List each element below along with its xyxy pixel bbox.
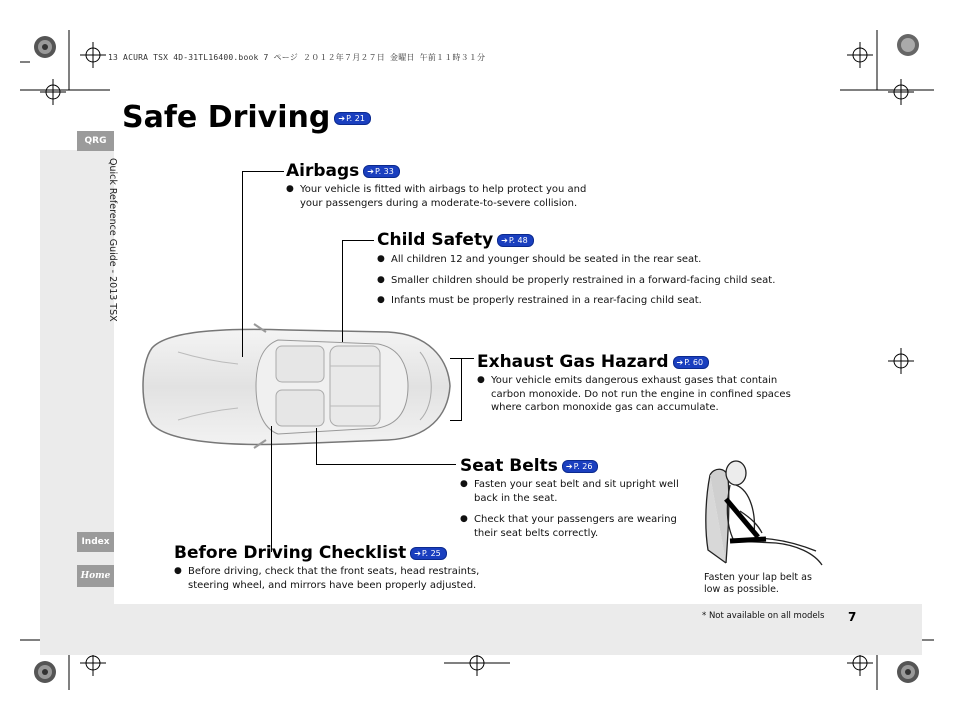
seatbelts-leader-v bbox=[316, 428, 317, 464]
seat-belts-bullet-1: ● Fasten your seat belt and sit upright well back in the seat. bbox=[460, 478, 689, 505]
child-safety-section bbox=[377, 229, 797, 308]
checklist-leader-v bbox=[271, 426, 272, 552]
seat-belts-heading: Seat Belts ➔P. 26 bbox=[460, 455, 690, 477]
airbags-leader-v bbox=[242, 171, 243, 357]
seat-belts-ref-link[interactable]: ➔P. 26 bbox=[562, 460, 599, 473]
checklist-bullet: ● Before driving, check that the front seats, head restraints, steering wheel, and mirrors have been properly adjusted. bbox=[174, 565, 493, 592]
child-safety-bullet-2: ● Smaller children should be properly restrained in a forward-facing child seat. bbox=[377, 274, 797, 288]
child-safety-bullet-1: ● All children 12 and younger should be seated in the rear seat. bbox=[377, 253, 797, 267]
arrow-right-icon: ➔ bbox=[676, 357, 684, 367]
page-number: 7 bbox=[848, 610, 857, 624]
seatbelts-leader-h bbox=[316, 464, 456, 465]
airbags-ref-link[interactable]: ➔P. 33 bbox=[363, 165, 400, 178]
checklist-ref-link[interactable]: ➔P. 25 bbox=[410, 547, 447, 560]
child-safety-ref-link[interactable]: ➔P. 48 bbox=[497, 234, 534, 247]
footnote: * Not available on all models bbox=[702, 611, 825, 621]
child-safety-bullet-3: ● Infants must be properly restrained in a rear-facing child seat. bbox=[377, 294, 797, 308]
print-header: 13 ACURA TSX 4D-31TL16400.book 7 ページ ２０１２年７月２７日 金曜日 午前１１時３１分 bbox=[108, 53, 486, 62]
seat-belt-illustration bbox=[696, 455, 826, 570]
arrow-right-icon: ➔ bbox=[338, 114, 346, 123]
car-top-view-illustration bbox=[138, 318, 456, 456]
page-title bbox=[122, 98, 371, 138]
airbags-section bbox=[286, 160, 606, 210]
arrow-right-icon: ➔ bbox=[367, 166, 374, 176]
home-icon: Home bbox=[80, 571, 111, 581]
exhaust-section bbox=[477, 351, 797, 415]
child-safety-heading: Child Safety ➔P. 48 bbox=[377, 229, 797, 251]
qrg-tab[interactable]: QRG bbox=[77, 131, 114, 151]
side-title: Quick Reference Guide - 2013 TSX bbox=[107, 158, 118, 322]
page-title-ref-link[interactable]: ➔P. 21 bbox=[334, 112, 371, 125]
child-leader-v bbox=[342, 240, 343, 342]
exhaust-leader-v bbox=[461, 358, 462, 420]
airbags-leader-h bbox=[242, 171, 284, 172]
seat-belts-bullet-2: ● Check that your passengers are wearing their seat belts correctly. bbox=[460, 513, 689, 540]
checklist-heading: Before Driving Checklist ➔P. 25 bbox=[174, 542, 494, 564]
arrow-right-icon: ➔ bbox=[501, 235, 508, 245]
home-tab[interactable] bbox=[77, 565, 114, 587]
seat-belt-caption: Fasten your lap belt as low as possible. bbox=[704, 572, 812, 595]
exhaust-heading: Exhaust Gas Hazard ➔P. 60 bbox=[477, 351, 797, 373]
child-leader-h bbox=[342, 240, 374, 241]
arrow-right-icon: ➔ bbox=[414, 548, 421, 558]
exhaust-leader-bot bbox=[450, 420, 462, 421]
seat-belts-section bbox=[460, 455, 690, 540]
index-tab[interactable]: Index bbox=[77, 532, 114, 552]
exhaust-leader-top bbox=[450, 358, 474, 359]
exhaust-ref-link[interactable]: ➔P. 60 bbox=[673, 356, 710, 369]
exhaust-bullet: ● Your vehicle emits dangerous exhaust gases that contain carbon monoxide. Do not run the engine in confined spaces where carbon monoxide gas can accumulate. bbox=[477, 374, 796, 415]
page-title-text: Safe Driving bbox=[122, 100, 331, 135]
checklist-section bbox=[174, 542, 494, 592]
airbags-bullet: ● Your vehicle is fitted with airbags to help protect you and your passengers during a moderate-to-severe collision. bbox=[286, 183, 600, 210]
arrow-right-icon: ➔ bbox=[565, 461, 573, 471]
airbags-heading: Airbags ➔P. 33 bbox=[286, 160, 606, 182]
